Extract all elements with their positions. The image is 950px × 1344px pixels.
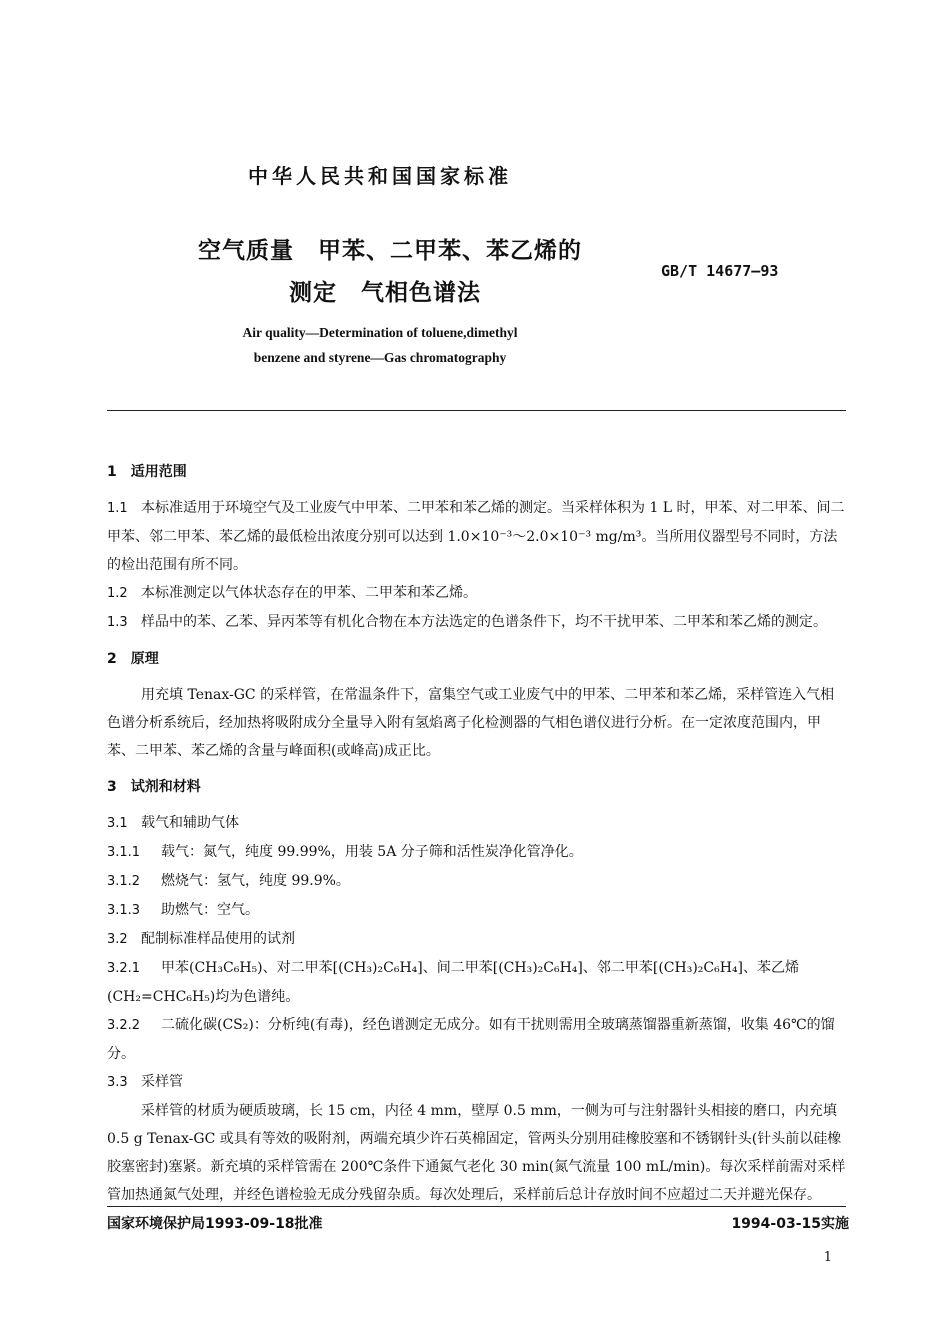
clause-text: 采样管: [141, 1074, 183, 1090]
clause-number: 3.1: [107, 816, 128, 831]
clause-text: 本标准适用于环境空气及工业废气中甲苯、二甲苯和苯乙烯的测定。当采样体积为 1 L 时，甲苯、对二甲苯、间二甲苯、邻二甲苯、苯乙烯的最低检出浓度分别可以达到 1.0×10⁻³～2.0×10⁻³ mg/m³。当所用仪器型号不同时，方法的检出范围有所不同。: [107, 500, 845, 573]
clause-text: 载气和辅助气体: [141, 815, 239, 831]
clause-1-3: [107, 608, 848, 637]
section-2-text: 用充填 Tenax-GC 的采样管，在常温条件下，富集空气或工业废气中的甲苯、二甲苯和苯乙烯，采样管连入气相色谱分析系统后，经加热将吸附成分全量导入附有氢焰离子化检测器的气相色谱仪进行分析。在一定浓度范围内，甲苯、二甲苯、苯乙烯的含量与峰面积(或峰高)成正比。: [107, 687, 835, 759]
clause-1-1: [107, 494, 848, 579]
clause-text: 载气：氮气，纯度 99.99%，用装 5A 分子筛和活性炭净化管净化。: [161, 844, 583, 860]
page-number: 1: [823, 1250, 832, 1265]
footer-divider: [107, 1206, 846, 1207]
clause-3-2-2: [107, 1011, 848, 1068]
approval-date: 国家环境保护局1993-09-18批准: [107, 1216, 323, 1232]
section-3-heading: 3 试剂和材料: [107, 779, 201, 795]
national-standard-heading: 中华人民共和国国家标准: [248, 164, 512, 188]
clause-text: 助燃气：空气。: [161, 902, 259, 918]
implementation-date: 1994-03-15实施: [731, 1216, 849, 1232]
clause-3-2-1: [107, 954, 848, 1011]
clause-text: 配制标准样品使用的试剂: [141, 931, 295, 947]
section-2-heading: 2 原理: [107, 651, 159, 667]
clause-1-2: [107, 579, 848, 608]
clause-3-3-body: 采样管的材质为硬质玻璃，长 15 cm，内径 4 mm，壁厚 0.5 mm，一侧为可与注射器针头相接的磨口，内充填 0.5 g Tenax-GC 或具有等效的吸附剂，两端充填少许石英棉固定，管两头分别用硅橡胶塞和不锈钢针头(针头前以硅橡胶塞密封)塞紧。新充填的采样管需在 200℃条件下通氮气老化 30 min(氮气流量 100 mL/min)。每次采样前需对采样管加热通氮气处理，并经色谱检验无成分残留杂质。每次处理后，采样前后总计存放时间不应超过二天并避光保存。: [107, 1103, 846, 1203]
clause-number: 1.1: [107, 501, 128, 516]
clause-text: 二硫化碳(CS₂)：分析纯(有毒)，经色谱测定无成分。如有干扰则需用全玻璃蒸馏器重新蒸馏，收集 46℃的馏分。: [107, 1017, 835, 1062]
section-1-heading: 1 适用范围: [107, 464, 187, 480]
title-cn-line2: 测定 气相色谱法: [289, 280, 481, 306]
clause-number: 3.1.2: [107, 874, 141, 889]
clause-number: 3.2.2: [107, 1018, 141, 1033]
clause-3-1-3: [107, 896, 848, 925]
clause-number: 3.2: [107, 932, 128, 947]
clause-number: 3.1.3: [107, 903, 141, 918]
title-en-line2: benzene and styrene—Gas chromatography: [253, 350, 507, 365]
clause-number: 3.1.1: [107, 845, 141, 860]
clause-3-1-2: [107, 867, 848, 896]
title-cn-line1: 空气质量 甲苯、二甲苯、苯乙烯的: [198, 238, 582, 264]
standard-code: GB/T 14677—93: [661, 262, 779, 280]
clause-number: 3.2.1: [107, 961, 141, 976]
clause-text: 燃烧气：氢气，纯度 99.9%。: [161, 873, 350, 889]
clause-3-1: [107, 809, 848, 838]
clause-text: 本标准测定以气体状态存在的甲苯、二甲苯和苯乙烯。: [141, 585, 477, 601]
clause-text: 甲苯(CH₃C₆H₅)、对二甲苯[(CH₃)₂C₆H₄]、间二甲苯[(CH₃)₂C₆H₄]、邻二甲苯[(CH₃)₂C₆H₄]、苯乙烯(CH₂=CHC₆H₅)均为色谱纯。: [107, 960, 800, 1005]
clause-number: 1.3: [107, 615, 128, 630]
document-body: [107, 450, 848, 1209]
title-en-line1: Air quality—Determination of toluene,dimethyl: [242, 325, 518, 340]
clause-text: 样品中的苯、乙苯、异丙苯等有机化合物在本方法选定的色谱条件下，均不干扰甲苯、二甲苯和苯乙烯的测定。: [141, 614, 827, 630]
clause-number: 3.3: [107, 1075, 128, 1090]
clause-3-1-1: [107, 838, 848, 867]
header-divider: [107, 410, 846, 411]
clause-3-2: [107, 925, 848, 954]
clause-3-3: [107, 1068, 848, 1097]
clause-number: 1.2: [107, 586, 128, 601]
